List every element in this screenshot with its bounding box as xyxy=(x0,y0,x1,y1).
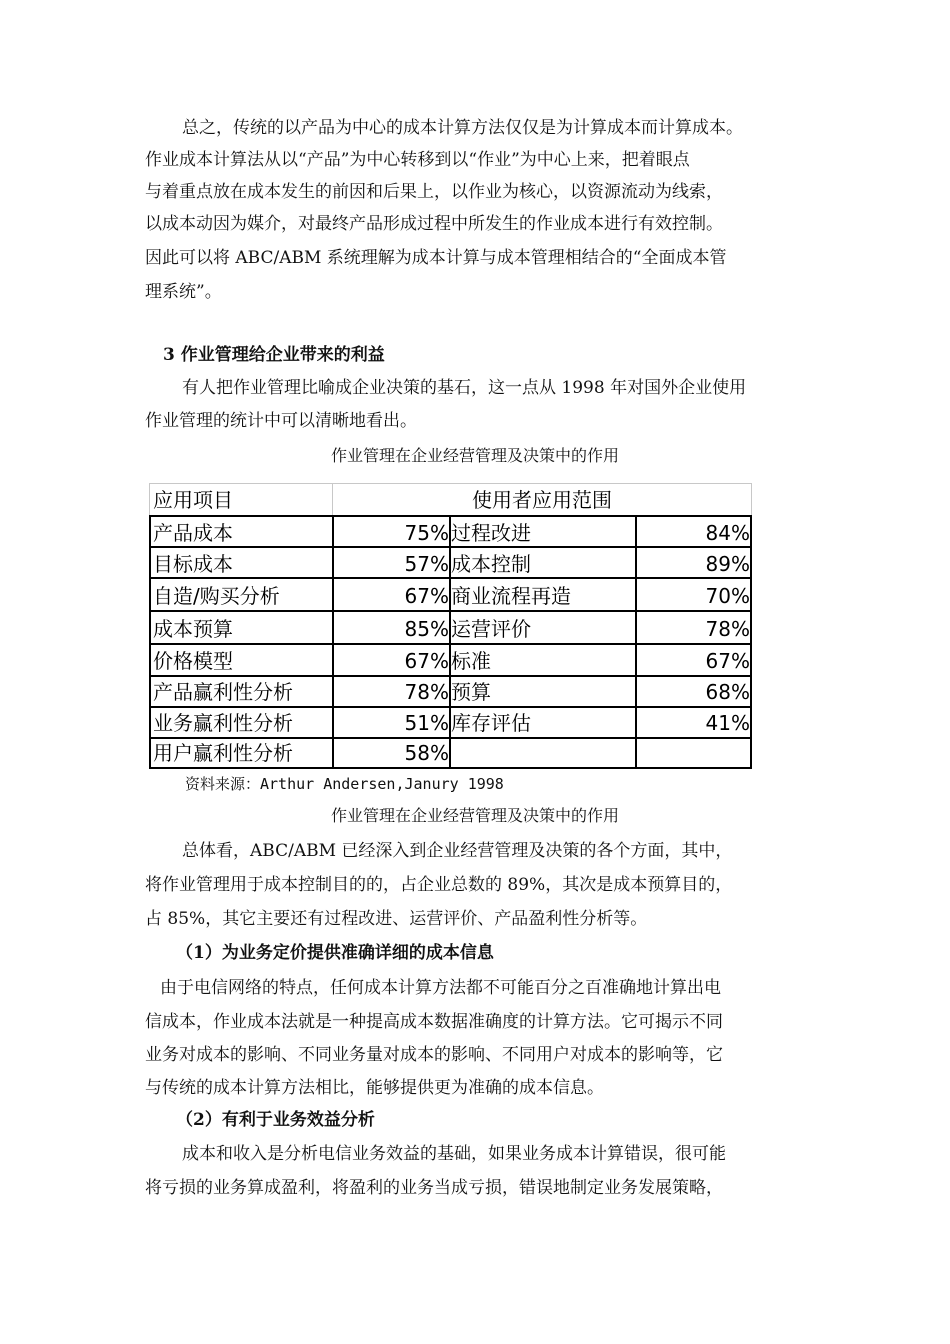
table-row-7-pct-left: 51% xyxy=(404,711,449,735)
table-row-6-pct-right: 68% xyxy=(705,680,750,704)
paragraph-4-line-1: 由于电信网络的特点，任何成本计算方法都不可能百分之百准确地计算出电 xyxy=(160,978,721,998)
table-row-1-pct-left: 75% xyxy=(404,521,449,545)
table-row-2-pct-left: 57% xyxy=(404,552,449,576)
paragraph-2-line-2: 作业管理的统计中可以清晰地看出。 xyxy=(145,411,417,431)
paragraph-4-line-3: 业务对成本的影响、不同业务量对成本的影响、不同用户对成本的影响等，它 xyxy=(145,1045,723,1065)
usage-table xyxy=(149,483,752,769)
table-row-5-pct-left: 67% xyxy=(404,649,449,673)
paragraph-5-line-1: 成本和收入是分析电信业务效益的基础，如果业务成本计算错误，很可能 xyxy=(182,1144,726,1164)
table-row-5-item-right: 标准 xyxy=(451,649,491,673)
paragraph-2-line-1: 有人把作业管理比喻成企业决策的基石，这一点从 1998 年对国外企业使用 xyxy=(182,378,747,398)
table-row-4-item-left: 成本预算 xyxy=(153,617,233,641)
table-row-3-pct-left: 67% xyxy=(404,584,449,608)
table-row-3-item-right: 商业流程再造 xyxy=(451,584,571,608)
table-header-right: 使用者应用范围 xyxy=(472,488,612,512)
subheading-1: （1）为业务定价提供准确详细的成本信息 xyxy=(176,943,494,963)
table-row-2-pct-right: 89% xyxy=(705,552,750,576)
table-row-2-item-right: 成本控制 xyxy=(451,552,531,576)
table-row-2-item-left: 目标成本 xyxy=(153,552,233,576)
table-caption-top: 作业管理在企业经营管理及决策中的作用 xyxy=(330,446,619,465)
table-row-8-item-left: 用户赢利性分析 xyxy=(153,741,293,765)
table-row-4-pct-right: 78% xyxy=(705,617,750,641)
table-row-8-pct-left: 58% xyxy=(404,741,449,765)
subheading-2: （2）有利于业务效益分析 xyxy=(176,1110,375,1130)
paragraph-3-line-2: 将作业管理用于成本控制目的的，占企业总数的 89%，其次是成本预算目的， xyxy=(145,875,733,895)
section-3-heading: 3 作业管理给企业带来的利益 xyxy=(163,345,385,365)
table-source: 资料来源：Arthur Andersen,Janury 1998 xyxy=(185,775,504,793)
table-row-1-pct-right: 84% xyxy=(705,521,750,545)
table-row-6-item-right: 预算 xyxy=(451,680,491,704)
paragraph-1-line-5: 因此可以将 ABC/ABM 系统理解为成本计算与成本管理相结合的“全面成本管 xyxy=(145,248,727,268)
paragraph-1-line-3: 与着重点放在成本发生的前因和后果上，以作业为核心，以资源流动为线索， xyxy=(145,182,723,202)
table-row-3-item-left: 自造/购买分析 xyxy=(153,584,280,608)
table-row-4-pct-left: 85% xyxy=(404,617,449,641)
paragraph-5-line-2: 将亏损的业务算成盈利，将盈利的业务当成亏损，错误地制定业务发展策略， xyxy=(145,1178,723,1198)
table-row-7-pct-right: 41% xyxy=(705,711,750,735)
paragraph-1-line-2: 作业成本计算法从以“产品”为中心转移到以“作业”为中心上来，把着眼点 xyxy=(145,150,690,170)
table-caption-bottom: 作业管理在企业经营管理及决策中的作用 xyxy=(330,806,619,825)
table-row-6-item-left: 产品赢利性分析 xyxy=(153,680,293,704)
table-row-5-item-left: 价格模型 xyxy=(153,649,233,673)
table-row-5-pct-right: 67% xyxy=(705,649,750,673)
table-header-left: 应用项目 xyxy=(153,488,233,512)
table-row-6-pct-left: 78% xyxy=(404,680,449,704)
table-row-1-item-left: 产品成本 xyxy=(153,521,233,545)
table-row-7-item-right: 库存评估 xyxy=(451,711,531,735)
table-row-4-item-right: 运营评价 xyxy=(451,617,531,641)
table-row-3-pct-right: 70% xyxy=(705,584,750,608)
paragraph-1-line-4: 以成本动因为媒介，对最终产品形成过程中所发生的作业成本进行有效控制。 xyxy=(145,214,723,234)
table-row-7-item-left: 业务赢利性分析 xyxy=(153,711,293,735)
paragraph-1-line-1: 总之，传统的以产品为中心的成本计算方法仅仅是为计算成本而计算成本。 xyxy=(182,118,743,138)
table-row-1-item-right: 过程改进 xyxy=(451,521,531,545)
paragraph-4-line-4: 与传统的成本计算方法相比，能够提供更为准确的成本信息。 xyxy=(145,1078,604,1098)
paragraph-3-line-1: 总体看，ABC/ABM 已经深入到企业经营管理及决策的各个方面，其中， xyxy=(182,841,733,861)
paragraph-3-line-3: 占 85%，其它主要还有过程改进、运营评价、产品盈利性分析等。 xyxy=(145,909,648,929)
paragraph-1-line-6: 理系统”。 xyxy=(145,282,222,302)
paragraph-4-line-2: 信成本，作业成本法就是一种提高成本数据准确度的计算方法。它可揭示不同 xyxy=(145,1012,723,1032)
